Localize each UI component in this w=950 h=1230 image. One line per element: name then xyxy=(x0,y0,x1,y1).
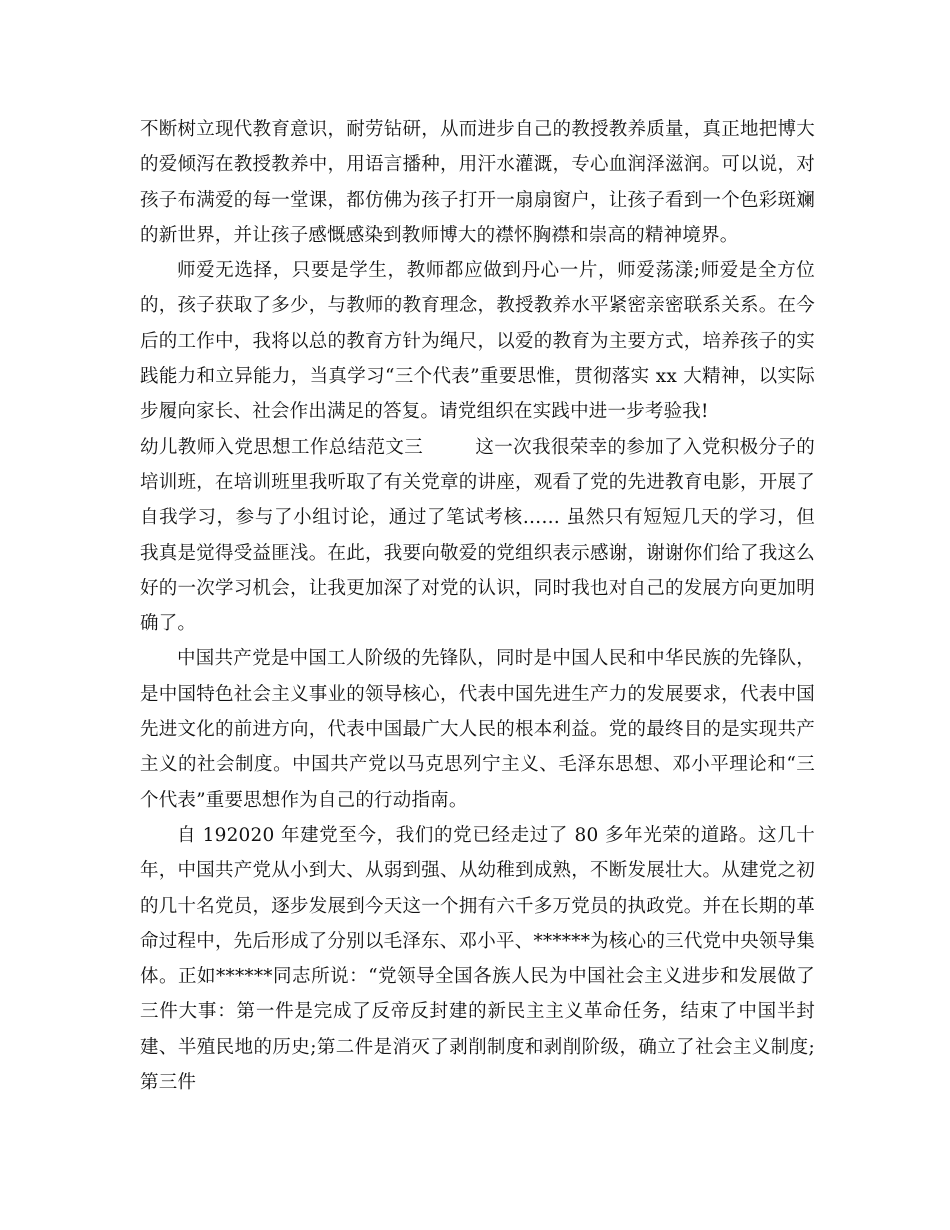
paragraph-1: 不断树立现代教育意识，耐劳钻研，从而进步自己的教授教养质量，真正地把博大的爱倾泻在教授教养中，用语言播种，用汗水灌溉，专心血润泽滋润。可以说，对孩子布满爱的每一堂课，都仿佛为孩子打开一扇扇窗户，让孩子看到一个色彩斑斓的新世界，并让孩子感慨感染到教师博大的襟怀胸襟和崇高的精神境界。 xyxy=(140,119,815,246)
section-heading: 幼儿教师入党思想工作总结范文三 xyxy=(140,436,424,458)
paragraph-3-text: 这一次我很荣幸的参加了入党积极分子的培训班，在培训班里我听取了有关党章的讲座，观看了党的先进教育电影，开展了自我学习，参与了小组讨论，通过了笔试考核…… 虽然只有短短几天的学习，但我真是觉得受益匪浅。在此，我要向敬爱的党组织表示感谢，谢谢你们给了我这么好的一次学习机会，让我更加深了对党的认识，同时我也对自己的发展方向更加明确了。 xyxy=(140,436,815,635)
document-body xyxy=(140,112,815,1100)
paragraph-3 xyxy=(140,430,815,642)
paragraph-4: 中国共产党是中国工人阶级的先锋队，同时是中国人民和中华民族的先锋队，是中国特色社会主义事业的领导核心，代表中国先进生产力的发展要求，代表中国先进文化的前进方向，代表中国最广大人民的根本利益。党的最终目的是实现共产主义的社会制度。中国共产党以马克思列宁主义、毛泽东思想、邓小平理论和“三个代表”重要思想作为自己的行动指南。 xyxy=(140,648,815,811)
paragraph-5: 自 192020 年建党至今，我们的党已经走过了 80 多年光荣的道路。这几十年，中国共产党从小到大、从弱到强、从幼稚到成熟，不断发展壮大。从建党之初的几十名党员，逐步发展到今天这一个拥有六千多万党员的执政党。并在长期的革命过程中，先后形成了分别以毛泽东、邓小平、******为核心的三代党中央领导集体。正如******同志所说：“党领导全国各族人民为中国社会主义进步和发展做了三件大事：第一件是完成了反帝反封建的新民主主义革命任务，结束了中国半封建、半殖民地的历史;第二件是消灭了剥削制度和剥削阶级，确立了社会主义制度;第三件 xyxy=(140,824,815,1094)
paragraph-2: 师爱无选择，只要是学生，教师都应做到丹心一片，师爱荡漾;师爱是全方位的，孩子获取了多少，与教师的教育理念，教授教养水平紧密亲密联系关系。在今后的工作中，我将以总的教育方针为绳尺，以爱的教育为主要方式，培养孩子的实践能力和立异能力，当真学习“三个代表”重要思惟，贯彻落实 xx 大精神，以实际步履向家长、社会作出满足的答复。请党组织在实践中进一步考验我! xyxy=(140,260,815,423)
